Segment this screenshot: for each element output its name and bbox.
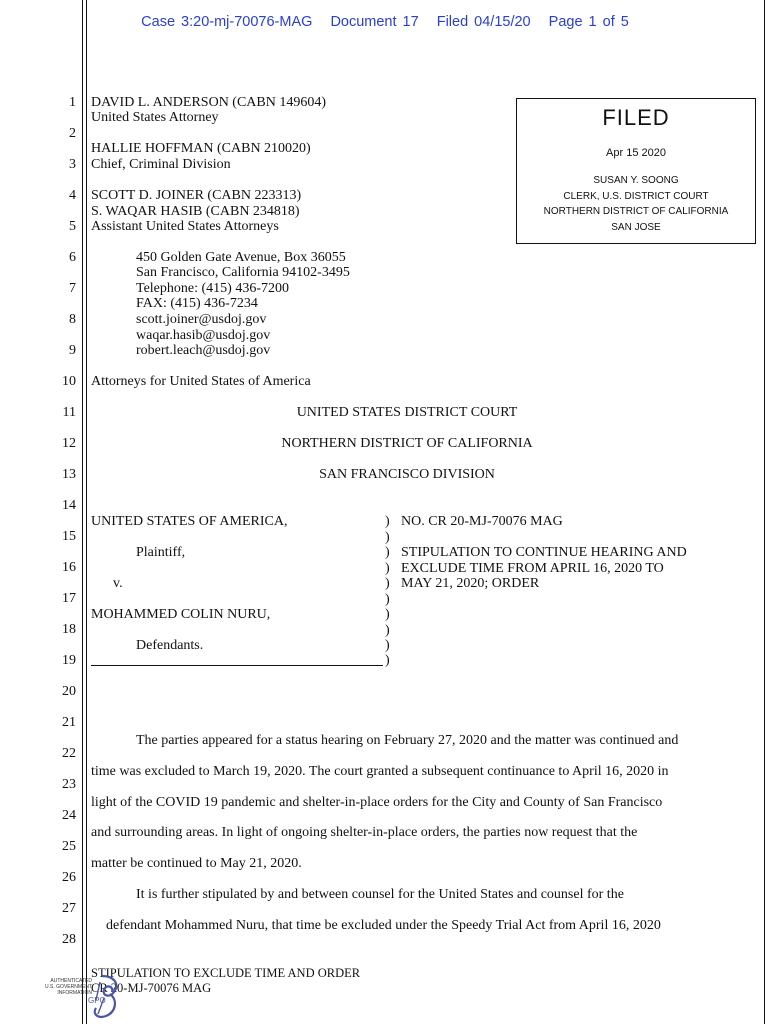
filed-date: Filed 04/15/20 [436, 14, 531, 30]
address-line: Telephone: (415) 436-7200 [136, 281, 289, 296]
document-title-line: MAY 21, 2020; ORDER [401, 576, 540, 591]
left-margin-rule [82, 0, 83, 1024]
body-line: light of the COVID 19 pandemic and shelter-in-place orders for the City and County of San Francisco [91, 795, 663, 810]
case-number: Case 3:20-mj-70076-MAG [141, 14, 313, 30]
address-line: San Francisco, California 94102-3495 [136, 265, 350, 280]
filed-stamp-date: Apr 15 2020 [606, 147, 666, 159]
line-number: 22 [62, 746, 76, 761]
clerk-line: SUSAN Y. SOONG [593, 175, 679, 186]
address-line: FAX: (415) 436-7234 [136, 296, 258, 311]
line-number: 2 [69, 126, 76, 141]
attorney-line: DAVID L. ANDERSON (CABN 149604) [91, 95, 327, 110]
line-number: 15 [62, 529, 76, 544]
line-number: 4 [69, 188, 76, 203]
line-number: 7 [69, 281, 76, 296]
line-number: 5 [69, 219, 76, 234]
attorneys-for: Attorneys for United States of America [91, 374, 311, 389]
body-line: and surrounding areas. In light of ongoing shelter-in-place orders, the parties now request that the [91, 825, 638, 840]
email-line: robert.leach@usdoj.gov [136, 343, 271, 358]
paren: ) [385, 545, 390, 560]
line-number: 16 [62, 560, 76, 575]
attorney-line: HALLIE HOFFMAN (CABN 210020) [91, 141, 311, 156]
seal-line: INFORMATION [57, 990, 92, 996]
document-title-line: STIPULATION TO CONTINUE HEARING AND [401, 545, 687, 560]
attorney-line: S. WAQAR HASIB (CABN 234818) [91, 204, 300, 219]
seal-gpo-label: GPO [88, 996, 106, 1005]
footer-title: STIPULATION TO EXCLUDE TIME AND ORDER [91, 966, 361, 980]
line-number: 9 [69, 343, 76, 358]
plaintiff-name: UNITED STATES OF AMERICA, [91, 514, 288, 529]
address-line: 450 Golden Gate Avenue, Box 36055 [136, 250, 346, 265]
defendant-role: Defendants. [136, 638, 204, 653]
line-number: 10 [62, 374, 76, 389]
paren: ) [385, 623, 390, 638]
seal-line: AUTHENTICATED [50, 978, 92, 984]
line-number: 13 [62, 467, 76, 482]
line-number: 12 [62, 436, 76, 451]
line-number: 24 [62, 808, 76, 823]
filed-stamp [516, 98, 756, 244]
body-line: matter be continued to May 21, 2020. [91, 856, 302, 871]
left-margin-rule-inner [86, 0, 87, 1024]
line-number: 11 [62, 405, 76, 420]
clerk-line: SAN JOSE [611, 221, 661, 233]
seal-line: U.S. GOVERNMENT [45, 984, 92, 990]
line-number: 23 [62, 777, 76, 792]
caption-underline [91, 665, 383, 666]
plaintiff-role: Plaintiff, [136, 545, 186, 560]
gpo-authentication-seal [44, 970, 126, 1024]
case-number-caption: NO. CR 20-MJ-70076 MAG [401, 514, 563, 529]
court-name: UNITED STATES DISTRICT COURT [296, 405, 518, 420]
line-number: 18 [62, 622, 76, 637]
paren: ) [385, 561, 390, 576]
line-number: 19 [62, 653, 76, 668]
eagle-logo-icon [44, 970, 126, 1024]
line-number: 27 [62, 901, 76, 916]
body-line: It is further stipulated by and between counsel for the United States and counsel for the [136, 887, 624, 902]
attorney-line: United States Attorney [91, 110, 219, 125]
body-line: The parties appeared for a status hearing on February 27, 2020 and the matter was continued and [136, 733, 679, 748]
line-number: 1 [69, 95, 76, 110]
line-number: 21 [62, 715, 76, 730]
page-footer [91, 966, 360, 996]
court-division: SAN FRANCISCO DIVISION [319, 467, 495, 482]
email-line: waqar.hasib@usdoj.gov [136, 328, 271, 343]
email-line: scott.joiner@usdoj.gov [136, 312, 267, 327]
body-line: defendant Mohammed Nuru, that time be excluded under the Speedy Trial Act from April 16, 2020 [106, 918, 661, 933]
line-number: 20 [62, 684, 76, 699]
document-title-line: EXCLUDE TIME FROM APRIL 16, 2020 TO [401, 561, 664, 576]
page-indicator: Page 1 of 5 [548, 14, 629, 30]
paren: ) [385, 530, 390, 545]
defendant-name: MOHAMMED COLIN NURU, [91, 607, 271, 622]
line-number: 26 [62, 870, 76, 885]
paren: ) [385, 514, 390, 529]
case-header [0, 14, 770, 30]
clerk-line: CLERK, U.S. DISTRICT COURT [563, 190, 709, 202]
filed-stamp-title: FILED [602, 105, 670, 130]
attorney-line: Chief, Criminal Division [91, 157, 231, 172]
footer-case-number: CR 20-MJ-70076 MAG [91, 981, 212, 995]
body-line: time was excluded to March 19, 2020. The court granted a subsequent continuance to April 16, 2020 in [91, 764, 669, 779]
versus: v. [113, 576, 123, 591]
filed-stamp-clerk [517, 173, 755, 235]
line-number: 6 [69, 250, 76, 265]
line-number: 17 [62, 591, 76, 606]
paren: ) [385, 576, 390, 591]
right-margin-rule [764, 0, 765, 1024]
attorney-line: Assistant United States Attorneys [91, 219, 279, 234]
document-number: Document 17 [330, 14, 419, 30]
line-number: 8 [69, 312, 76, 327]
line-number: 3 [69, 157, 76, 172]
clerk-line: NORTHERN DISTRICT OF CALIFORNIA [543, 206, 729, 217]
line-number: 25 [62, 839, 76, 854]
line-number: 28 [62, 932, 76, 947]
paren: ) [385, 653, 390, 668]
court-district: NORTHERN DISTRICT OF CALIFORNIA [281, 436, 533, 451]
paren: ) [385, 607, 390, 622]
paren: ) [385, 638, 390, 653]
attorney-line: SCOTT D. JOINER (CABN 223313) [91, 188, 302, 203]
paren: ) [385, 592, 390, 607]
line-number: 14 [62, 498, 76, 513]
